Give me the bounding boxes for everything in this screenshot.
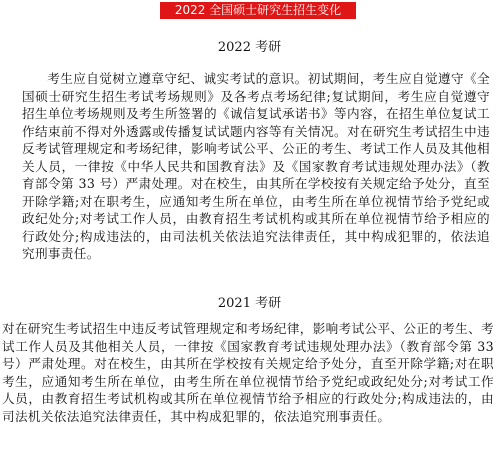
banner-title: 2022 全国硕士研究生招生变化 xyxy=(160,2,356,19)
section-paragraph-2022: 考生应自觉树立遵章守纪、诚实考试的意识。初试期间，考生应自觉遵守《全国硕士研究生招生考试考场规则》及各考点考场纪律;复试期间，考生应自觉遵守招生单位考场规则及考生所签署的《诚信复试承诺书》等内容，在招生单位复试工作结束前不得对外透露或传播复试试题内容等有关情况。对在研究生考试招生中违反考试管理规定和考场纪律，影响考试公平、公正的考生、考试工作人员及其他相关人员，一律按《中华人民共和国教育法》及《国家教育考试违规处理办法》（教育部令第 33 号）严肃处理。对在校生，由其所在学校按有关规定给予处分，直至开除学籍;对在职考生，应通知考生所在单位，由考生所在单位视情节给予党纪或政纪处分;对考试工作人员，由教育招生考试机构或其所在单位视情节给予相应的行政处分;构成违法的，由司法机关依法追究法律责任，其中构成犯罪的，依法追究刑事责任。 xyxy=(22,71,490,261)
section-paragraph-2021: 对在研究生考试招生中违反考试管理规定和考场纪律，影响考试公平、公正的考生、考试工作人员及其他相关人员，一律按《国家教育考试违规处理办法》（教育部令第 33 号）严肃处理。对在校生，由其所在学校按有关规定给予处分，直至开除学籍;对在职考生，应通知考生所在单位，由考生所在单位视情节给予党纪或政纪处分;对考试工作人员，由教育招生考试机构或其所在单位视情节给予相应的行政处分;构成违法的，由司法机关依法追究法律责任，其中构成犯罪的，依法追究刑事责任。 xyxy=(2,321,494,424)
section-heading-2021: 2021 考研 xyxy=(217,296,282,311)
section-heading-2022: 2022 考研 xyxy=(217,40,282,55)
